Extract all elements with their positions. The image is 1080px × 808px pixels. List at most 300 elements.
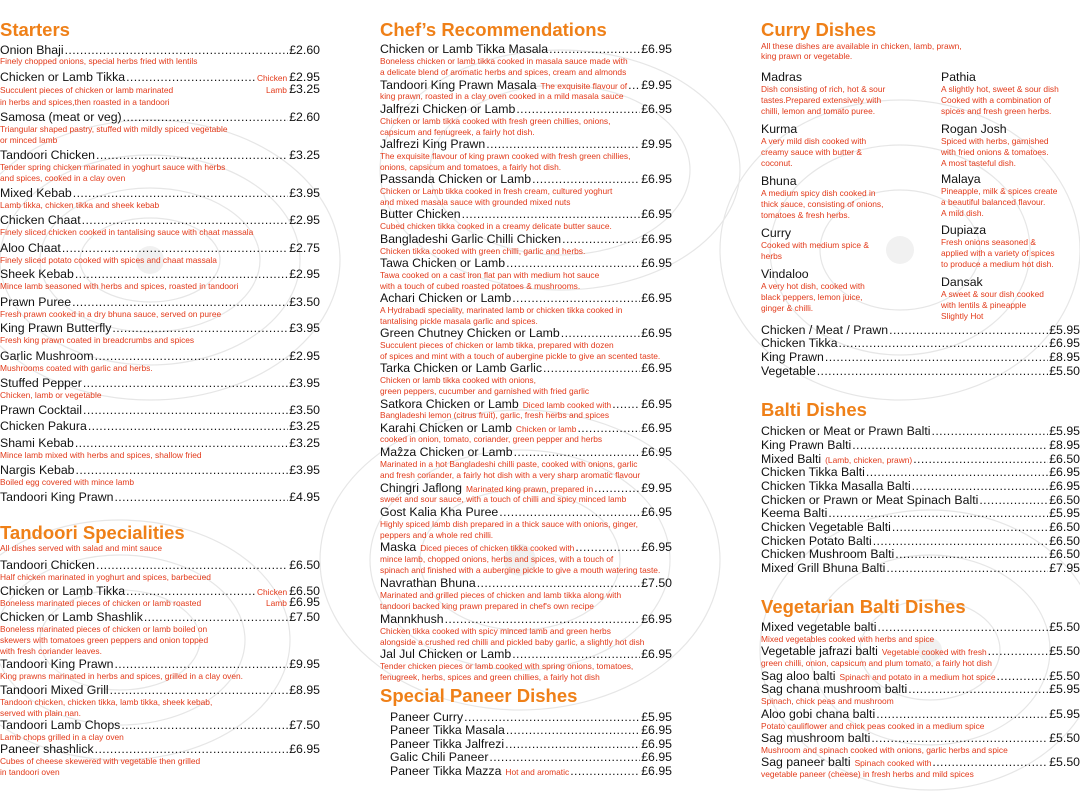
- item-price: £6.95: [641, 397, 672, 411]
- item-desc: tantalising pickle masala garlic and spices.: [380, 316, 538, 326]
- item-name: Sag aloo balti: [761, 669, 836, 683]
- item-name: Chicken Vegetable Balti: [761, 520, 891, 534]
- curry-style-name: Dupiaza: [941, 223, 987, 237]
- item-name: Green Chutney Chicken or Lamb: [380, 326, 560, 340]
- item-price: £5.50: [1049, 731, 1080, 745]
- item-name: Achari Chicken or Lamb: [380, 291, 512, 305]
- item-note: Spinach and potato in a medium hot spice: [839, 672, 996, 682]
- item-price: £3.95: [289, 321, 320, 335]
- item-desc: Spinach, chick peas and mushroom: [761, 696, 894, 706]
- menu-item: [380, 445, 672, 459]
- curry-style-desc: thick sauce, consisting of onions,: [761, 199, 884, 209]
- menu-item: [0, 148, 320, 162]
- item-name: Chicken or Meat or Prawn Balti: [761, 424, 931, 438]
- item-desc: Tandoon chicken, chicken tikka, lamb tikka, sheek kebab,: [0, 697, 213, 707]
- item-price: £6.50: [1049, 520, 1080, 534]
- curry-subtitle: All these dishes are available in chicken, lamb, prawn,: [761, 41, 962, 51]
- item-name: Chicken or Prawn or Meat Spinach Balti: [761, 493, 979, 507]
- item-desc: alongside a crushed red chilli and pickled baby garlic, a slightly hot dish: [380, 637, 645, 647]
- menu-item: [761, 479, 1080, 493]
- item-price: £3.25: [289, 148, 320, 162]
- item-name: Gost Kalia Kha Puree: [380, 505, 499, 519]
- item-desc: Succulent pieces of chicken or lamb tikka, prepared with dozen: [380, 340, 614, 350]
- item-note: Vegetable cooked with fresh: [881, 647, 987, 657]
- curry-style-desc: tastes.Prepared extensively with: [761, 95, 882, 105]
- item-name: Sag mushroom balti: [761, 731, 871, 745]
- item-price: £5.50: [1049, 644, 1080, 658]
- item-name: Stuffed Pepper: [0, 376, 82, 390]
- item-desc: Chicken, lamb or vegetable: [0, 390, 102, 400]
- item-price: £6.95: [641, 42, 672, 56]
- curry-style-desc: ginger & chilli.: [761, 303, 814, 313]
- item-desc: [0, 597, 320, 609]
- menu-item: [380, 647, 672, 661]
- item-price: £6.95: [641, 723, 672, 737]
- curry-style-desc: herbs: [761, 251, 782, 261]
- curry-style-desc: tomatoes & fresh herbs.: [761, 210, 850, 220]
- item-desc: Cubed chicken tikka cooked in a creamy delicate butter sauce.: [380, 221, 612, 231]
- tandoori-subtitle: All dishes served with salad and mint sauce: [0, 543, 162, 553]
- item-desc: green peppers, cucumber and garnished with fried garlic: [380, 386, 590, 396]
- item-desc: Lamb chops grilled in a clay oven: [0, 732, 124, 742]
- item-price: £6.95: [641, 102, 672, 116]
- item-desc: of spices and mint with a touch of aubergine pickle to give an scented taste.: [380, 351, 661, 361]
- menu-item: [380, 291, 672, 305]
- item-desc: peppers and a whole red chilli.: [380, 530, 494, 540]
- menu-item: [0, 43, 320, 57]
- item-price: £5.95: [641, 710, 672, 724]
- item-desc: a delicate blend of aromatic herbs and spices, cream and almonds: [380, 67, 627, 77]
- item-price: £6.95: [641, 764, 672, 778]
- item-name: Chingri Jaflong: [380, 481, 463, 495]
- item-name: Jal Jul Chicken or Lamb: [380, 647, 512, 661]
- curry-style-desc: creamy sauce with butter &: [761, 147, 863, 157]
- item-name: Satkora Chicken or Lamb: [380, 397, 519, 411]
- curry-style-name: Curry: [761, 226, 792, 240]
- menu-item: [0, 110, 320, 124]
- item-note: Diced lamb cooked with: [522, 400, 612, 410]
- curry-style-name: Pathia: [941, 70, 976, 84]
- menu-item: [761, 755, 1080, 770]
- curry-style-desc: A mild dish.: [941, 208, 984, 218]
- item-name: Chicken or Lamb Shashlik: [0, 610, 143, 624]
- item-name: Tandoori King Prawn Masala: [380, 78, 537, 92]
- item-price: £5.50: [1049, 669, 1080, 683]
- curry-style-name: Bhuna: [761, 174, 797, 188]
- item-desc: Chicken or Lamb tikka cooked in fresh cream, cultured yoghurt: [380, 186, 613, 196]
- item-desc: Mince lamb mixed with herbs and spices, shallow fried: [0, 450, 202, 460]
- menu-item: [761, 506, 1080, 520]
- curry-style-name: Madras: [761, 70, 803, 84]
- item-price: £5.95: [1049, 323, 1080, 337]
- item-desc: Chicken tikka cooked with green chilli, garlic and herbs.: [380, 246, 586, 256]
- item-price: £6.95: [641, 445, 672, 459]
- menu-item: [380, 42, 672, 56]
- item-price: £6.95: [641, 540, 672, 554]
- menu-item: [0, 718, 320, 732]
- menu-item: [0, 436, 320, 450]
- item-desc: King prawns marinated in herbs and spices, grilled in a clay oven.: [0, 671, 244, 681]
- curry-style-desc: A slightly hot, sweet & sour dish: [941, 84, 1059, 94]
- item-price: £2.95: [289, 213, 320, 227]
- paneer-heading: Special Paneer Dishes: [380, 685, 578, 706]
- item-desc: sweet and sour sauce, with a touch of chilli and spicy minced lamb: [380, 494, 627, 504]
- curry-style-desc: A sweet & sour dish cooked: [941, 289, 1044, 299]
- item-desc: onions, capsicum and tomatoes, a fairly hot dish.: [380, 162, 562, 172]
- menu-item: [380, 505, 672, 519]
- item-name: Tarka Chicken or Lamb Garlic: [380, 361, 542, 375]
- menu-item: [380, 326, 672, 340]
- tandoori-heading: Tandoori Specialities: [0, 522, 185, 543]
- item-name: Butter Chicken: [380, 207, 461, 221]
- item-desc: Boiled egg covered with mince lamb: [0, 477, 135, 487]
- item-name: Galic Chili Paneer: [390, 750, 489, 764]
- item-price: £9.95: [641, 137, 672, 151]
- menu-item: [0, 70, 320, 85]
- menu-item: [380, 232, 672, 246]
- item-name: Keema Balti: [761, 506, 828, 520]
- curry-style-desc: applied with a variety of spices: [941, 248, 1055, 258]
- item-name: Mixed Grill Bhuna Balti: [761, 561, 886, 575]
- menu-item: [0, 349, 320, 363]
- menu-item: [380, 102, 672, 116]
- item-name: Shami Kebab: [0, 436, 74, 450]
- item-price: £7.95: [1049, 561, 1080, 575]
- curry-style-desc: a beautiful balanced flavour.: [941, 197, 1046, 207]
- item-desc: tandoori backed king prawn prepared in chef's own recipe: [380, 601, 594, 611]
- item-note: Diced pieces of chicken tikka cooked with: [420, 543, 575, 553]
- menu-item: [761, 438, 1080, 452]
- item-price: £5.95: [1049, 506, 1080, 520]
- item-desc: Lamb tikka, chicken tikka and sheek kebab: [0, 200, 160, 210]
- curry-style-desc: A very mild dish cooked with: [761, 136, 867, 146]
- item-name: Jalfrezi Chicken or Lamb: [380, 102, 516, 116]
- item-name: Chicken or Lamb Tikka: [0, 70, 126, 84]
- item-name: Prawn Cocktail: [0, 403, 83, 417]
- item-desc: and fresh coriander, a fairly hot dish with a very sharp aromatic flavour: [380, 470, 641, 480]
- item-variant: Chicken: [256, 587, 288, 597]
- item-desc: Fresh king prawn coated in breadcrumbs and spices: [0, 335, 195, 345]
- menu-item: [761, 364, 1080, 378]
- item-name: Navrathan Bhuna: [380, 576, 476, 590]
- menu-item: [761, 682, 1080, 696]
- item-desc: Fresh prawn cooked in a dry bhuna sauce, served on puree: [0, 309, 222, 319]
- item-name: Prawn Puree: [0, 295, 72, 309]
- menu-item: [0, 490, 320, 504]
- item-name: Sag chana mushroom balti: [761, 682, 908, 696]
- menu-item: [0, 295, 320, 309]
- item-name: Chicken Tikka Masalla Balti: [761, 479, 911, 493]
- item-price: £5.50: [1049, 620, 1080, 634]
- item-desc: Half chicken marinated in yoghurt and spices, barbecued: [0, 572, 211, 582]
- menu-item: [761, 561, 1080, 575]
- item-price: £6.95: [1049, 465, 1080, 479]
- item-price: £2.60: [289, 43, 320, 57]
- curry-heading: Curry Dishes: [761, 19, 877, 40]
- menu-item: [0, 241, 320, 255]
- item-desc: capsicum and fenugreek, a fairly hot dish.: [380, 127, 535, 137]
- menu-item: [761, 534, 1080, 548]
- item-name: Aloo Chaat: [0, 241, 61, 255]
- item-price: £6.95: [641, 750, 672, 764]
- item-price: £6.95: [641, 326, 672, 340]
- menu-item: [0, 376, 320, 390]
- menu-item: [380, 207, 672, 221]
- item-name: Vegetable: [761, 364, 816, 378]
- item-desc: and mixed masala sauce with grounded mixed nuts: [380, 197, 571, 207]
- item-price: £9.95: [289, 657, 320, 671]
- item-desc: Boneless chicken or lamb tikka cooked in masala sauce made with: [380, 56, 628, 66]
- item-price: £6.95: [641, 256, 672, 270]
- curry-style-desc: Slightly Hot: [941, 311, 984, 321]
- item-name: Paneer Tikka Mazza: [390, 764, 502, 778]
- curry-style-desc: A most tasteful dish.: [941, 158, 1016, 168]
- curry-style-desc: Spiced with herbs, garnished: [941, 136, 1049, 146]
- menu-item: [0, 683, 320, 697]
- item-desc: in herbs and spices,then roasted in a tandoori: [0, 97, 170, 107]
- item-price: £6.50: [1049, 534, 1080, 548]
- item-note: Chicken or lamb: [515, 424, 577, 434]
- menu-item: [390, 750, 672, 764]
- curry-style-desc: spices and fresh green herbs.: [941, 106, 1052, 116]
- item-desc: mince lamb, chopped onions, herbs and spices, with a touch of: [380, 554, 614, 564]
- item-note: Hot and aromatic: [505, 767, 570, 777]
- item-price: £7.50: [289, 610, 320, 624]
- menu-item: [0, 610, 320, 624]
- item-price: £6.50: [1049, 452, 1080, 466]
- item-variant: Lamb: [265, 85, 287, 95]
- item-price: £6.95: [641, 207, 672, 221]
- item-price: £2.95: [289, 70, 320, 84]
- item-name: Bangladeshi Garlic Chilli Chicken: [380, 232, 562, 246]
- item-name: Chicken Tikka: [761, 336, 838, 350]
- item-desc: king prawn, roasted in a clay oven cooked in a mild masala sauce: [380, 91, 624, 101]
- item-name: Tandoori Chicken: [0, 558, 96, 572]
- menu-item: [390, 710, 672, 724]
- menu-item: [0, 742, 320, 756]
- menu-item: [761, 520, 1080, 534]
- item-desc: Cubes of cheese skewered with vegetable then grilled: [0, 756, 201, 766]
- item-price: £5.95: [1049, 424, 1080, 438]
- item-name: Maẑza Chicken or Lamb: [380, 445, 513, 459]
- curry-style-desc: A very hot dish, cooked with: [761, 281, 865, 291]
- item-desc: Mince lamb seasoned with herbs and spices, roasted in tandoori: [0, 281, 239, 291]
- item-price: £5.95: [1049, 682, 1080, 696]
- item-desc: skewers with tomatoes green peppers and onion topped: [0, 635, 209, 645]
- item-name: Aloo gobi chana balti: [761, 707, 876, 721]
- item-name: Tandoori King Prawn: [0, 490, 114, 504]
- item-name: Karahi Chicken or Lamb: [380, 421, 512, 435]
- item-desc: Potato cauliflower and chick peas cooked in a medium spice: [761, 721, 985, 731]
- item-name: Chicken Chaat: [0, 213, 81, 227]
- item-name: Mixed vegetable balti: [761, 620, 877, 634]
- item-desc: and spices, cooked in a clay oven: [0, 173, 126, 183]
- item-price: £6.95: [289, 595, 320, 609]
- item-desc: with a touch of cubed roasted potatoes & mushrooms.: [380, 281, 581, 291]
- item-name: Paneer shashlick: [0, 742, 94, 756]
- item-note: Marinated king prawn, prepared in: [466, 484, 594, 494]
- menu-item: [380, 361, 672, 375]
- item-name: Jalfrezi King Prawn: [380, 137, 486, 151]
- item-name: Tandoori Chicken: [0, 148, 96, 162]
- curry-style-desc: Pineapple, milk & spices create: [941, 186, 1058, 196]
- item-price: £6.95: [641, 737, 672, 751]
- item-name: King Prawn Butterfly: [0, 321, 112, 335]
- item-name: King Prawn: [761, 350, 824, 364]
- item-price: £8.95: [1049, 438, 1080, 452]
- item-price: £5.50: [1049, 755, 1080, 769]
- menu-item: [0, 321, 320, 335]
- item-price: £6.95: [641, 361, 672, 375]
- item-price: £6.95: [641, 291, 672, 305]
- menu-item: [390, 723, 672, 737]
- item-price: £3.95: [289, 376, 320, 390]
- item-name: Samosa (meat or veg): [0, 110, 122, 124]
- menu-item: [761, 465, 1080, 479]
- menu-item: [380, 612, 672, 626]
- item-note: Spinach cooked with: [854, 758, 932, 768]
- curry-style-name: Dansak: [941, 275, 983, 289]
- menu-item: [761, 424, 1080, 438]
- veg-balti-heading: Vegetarian Balti Dishes: [761, 596, 966, 617]
- item-desc: Tender spring chicken marinated in yoghurt sauce with herbs: [0, 162, 226, 172]
- item-price: £6.95: [641, 505, 672, 519]
- item-name: King Prawn Balti: [761, 438, 852, 452]
- item-name: Chicken or Lamb Tikka Masala: [380, 42, 549, 56]
- menu-item: [761, 323, 1080, 337]
- curry-style-name: Vindaloo: [761, 267, 809, 281]
- menu-item: [761, 547, 1080, 561]
- menu-item: [380, 256, 672, 270]
- balti-heading: Balti Dishes: [761, 399, 867, 420]
- curry-style-desc: Fresh onions seasoned &: [941, 237, 1036, 247]
- item-desc: [0, 84, 320, 96]
- curry-style-desc: Cooked with a combination of: [941, 95, 1051, 105]
- item-price: £3.50: [289, 295, 320, 309]
- item-name: Chicken Tikka Balti: [761, 465, 865, 479]
- curry-subtitle: king prawn or vegetable.: [761, 51, 853, 61]
- curry-style-name: Kurma: [761, 122, 798, 136]
- item-price: £3.95: [289, 463, 320, 477]
- curry-style-desc: with lentils & pineapple: [941, 300, 1027, 310]
- menu-item: [761, 350, 1080, 364]
- item-desc: Finely sliced chicken cooked in tantalising sauce with chaat massala: [0, 227, 254, 237]
- menu-item: [380, 137, 672, 151]
- item-name: Chicken Pakura: [0, 419, 87, 433]
- item-name: Mixed Balti: [761, 452, 822, 466]
- item-price: £6.50: [1049, 493, 1080, 507]
- curry-style-name: Malaya: [941, 172, 981, 186]
- item-desc: served with plain nan.: [0, 708, 82, 718]
- curry-style-name: Rogan Josh: [941, 122, 1007, 136]
- item-desc: vegetable paneer (cheese) in fresh herbs and mild spices: [761, 769, 974, 779]
- item-desc: Chicken tikka cooked with spicy minced lamb and green herbs: [380, 626, 611, 636]
- item-name: Chicken or Lamb Tikka: [0, 584, 126, 598]
- item-note: The exquisite flavour of: [540, 81, 628, 91]
- curry-style-desc: coconut.: [761, 158, 793, 168]
- item-desc: Bangladeshi lemon (citrus fruit), garlic, fresh herbs and spices: [380, 410, 610, 420]
- item-desc: Triangular shaped pastry, stuffed with mildly spiced vegetable: [0, 124, 228, 134]
- item-price: £2.95: [289, 349, 320, 363]
- item-price: £6.95: [641, 172, 672, 186]
- menu-item: [761, 644, 1080, 659]
- item-price: £3.95: [289, 186, 320, 200]
- menu-item: [0, 657, 320, 671]
- menu-item: [380, 540, 672, 555]
- menu-item: [761, 493, 1080, 507]
- menu-item: [380, 576, 672, 590]
- item-price: £4.95: [289, 490, 320, 504]
- item-desc: Finely chopped onions, special herbs fried with lentils: [0, 56, 198, 66]
- item-price: £6.50: [289, 584, 320, 598]
- item-name: Sheek Kebab: [0, 267, 74, 281]
- item-name: Sag paneer balti: [761, 755, 851, 769]
- curry-style-desc: A medium spicy dish cooked in: [761, 188, 876, 198]
- menu-item: [761, 731, 1080, 745]
- item-name: Maska: [380, 540, 417, 554]
- item-desc: Chicken or lamb tikka cooked with fresh green chillies, onions,: [380, 116, 611, 126]
- item-desc: Mushrooms coated with garlic and herbs.: [0, 363, 153, 373]
- menu-item: [380, 172, 672, 186]
- item-name: Paneer Tikka Jalfrezi: [390, 737, 505, 751]
- menu-item: [761, 707, 1080, 721]
- item-price: £7.50: [641, 576, 672, 590]
- item-name: Mannkhush: [380, 612, 444, 626]
- item-price: £2.60: [289, 110, 320, 124]
- curry-style-desc: to produce a medium hot dish.: [941, 259, 1054, 269]
- item-price: £9.95: [641, 481, 672, 495]
- item-name: Tawa Chicken or Lamb: [380, 256, 506, 270]
- item-name: Chicken / Meat / Prawn: [761, 323, 889, 337]
- chefs-heading: Chef’s Recommendations: [380, 19, 607, 40]
- item-desc: Tender chicken pieces or lamb cooked with spring onions, tomatoes,: [380, 661, 634, 671]
- item-price: £6.95: [641, 647, 672, 661]
- item-name: Chicken Mushroom Balti: [761, 547, 895, 561]
- menu-item: [0, 419, 320, 433]
- item-name: Paneer Curry: [390, 710, 464, 724]
- item-desc: Mushroom and spinach cooked with onions, garlic herbs and spice: [761, 745, 1008, 755]
- menu-item: [0, 463, 320, 477]
- item-desc: Marinated in a hot Bangladeshi chilli paste, cooked with onions, garlic: [380, 459, 638, 469]
- curry-style-desc: Dish consisting of rich, hot & sour: [761, 84, 886, 94]
- item-price: £5.95: [1049, 707, 1080, 721]
- item-price: £7.50: [289, 718, 320, 732]
- curry-style-desc: chilli, lemon and tomato puree.: [761, 106, 876, 116]
- curry-style-desc: with fried onions & tomatoes.: [941, 147, 1049, 157]
- item-name: Garlic Mushroom: [0, 349, 94, 363]
- item-price: £6.95: [641, 612, 672, 626]
- item-price: £3.50: [289, 403, 320, 417]
- item-name: Tandoori Lamb Chops: [0, 718, 121, 732]
- item-desc: cooked in onion, tomato, coriander, green pepper and herbs: [380, 434, 603, 444]
- item-price: £6.95: [1049, 479, 1080, 493]
- item-desc: spinach and finished with a aubergine pickle to give a mouth watering taste.: [380, 565, 661, 575]
- item-name: Chicken Potato Balti: [761, 534, 872, 548]
- curry-style-desc: black peppers, lemon juice,: [761, 292, 863, 302]
- item-desc: or minced lamb: [0, 135, 58, 145]
- menu-item: [761, 620, 1080, 634]
- item-price: £6.95: [1049, 336, 1080, 350]
- item-desc: A Hydrabadi speciality, marinated lamb or chicken tikka cooked in: [380, 305, 623, 315]
- item-name: Vegetable jafrazi balti: [761, 644, 878, 658]
- item-name: Mixed Kebab: [0, 186, 72, 200]
- curry-style-desc: Cooked with medium spice &: [761, 240, 869, 250]
- item-price: £9.95: [641, 78, 672, 92]
- item-variant: Lamb: [265, 598, 287, 608]
- item-name: Tandoori Mixed Grill: [0, 683, 109, 697]
- menu-item: [390, 764, 672, 779]
- item-desc: fenugreek, herbs, spices and green chillies, a fairly hot dish: [380, 672, 600, 682]
